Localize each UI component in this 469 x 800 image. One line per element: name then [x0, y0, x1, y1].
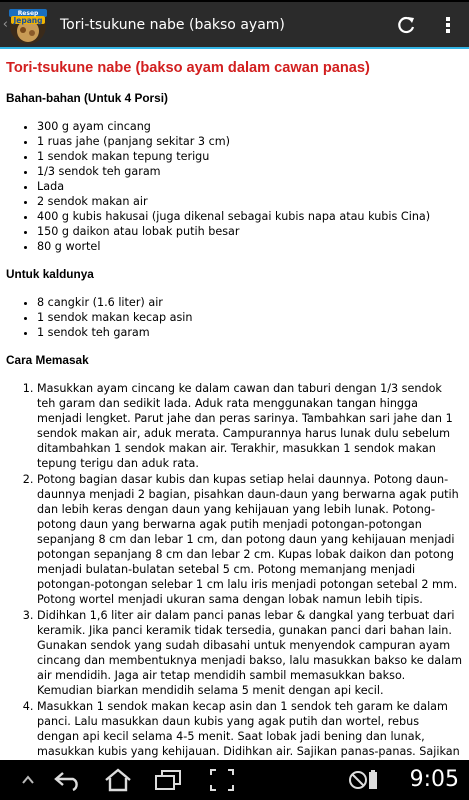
back-button[interactable]: [46, 764, 90, 796]
up-caret-icon: [21, 773, 35, 787]
home-icon: [103, 768, 133, 792]
screenshot-icon: [209, 768, 235, 792]
home-button[interactable]: [96, 764, 140, 796]
ingredients-heading: Bahan-bahan (Untuk 4 Porsi): [6, 91, 168, 105]
refresh-button[interactable]: [385, 2, 427, 47]
back-icon: [53, 770, 83, 790]
recent-apps-icon: [153, 768, 183, 792]
status-clock: 9:05: [409, 767, 459, 792]
list-item: • 400 g kubis hakusai (juga dikenal sebagai kubis napa atau kubis Cina): [37, 209, 463, 224]
steps-list: [6, 381, 463, 774]
list-item: • Lada: [37, 179, 463, 194]
overflow-menu-icon: [445, 14, 451, 36]
list-item: • 1/3 sendok teh garam: [37, 164, 463, 179]
recipe-title: Tori-tsukune nabe (bakso ayam dalam cawan panas): [6, 60, 370, 76]
battery-indicator: [366, 764, 380, 796]
list-item: • 1 sendok makan kecap asin: [37, 310, 463, 325]
ingredients-list: [6, 119, 463, 254]
steps-heading: Cara Memasak: [6, 353, 89, 367]
app-logo-image: [8, 5, 48, 45]
battery-icon: [368, 770, 378, 790]
step-item: 4. Masukkan 1 sendok makan kecap asin dan 1 sendok teh garam ke dalam panci. Lalu masukkan daun kubis yang agak putih dan wortel, rebus dengan api kecil selama 4-5 menit. Saat lobak jadi bening dan lunak, masukkan kubis yang kehijauan. Didihkan air. Sajikan panas-panas. Sajikan: [37, 699, 463, 774]
list-item: • 1 sendok makan tepung terigu: [37, 149, 463, 164]
list-item: • 150 g daikon atau lobak putih besar: [37, 224, 463, 239]
list-item: • 8 cangkir (1.6 liter) air: [37, 295, 463, 310]
step-item: 1. Masukkan ayam cincang ke dalam cawan dan taburi dengan 1/3 sendok teh garam dan sedikit lada. Aduk rata menggunakan tangan hingga menjadi lengket. Parut jahe dan peras sarinya. Tambahkan sari jahe dan 1 sendok makan air, aduk merata. Campurannya harus lunak dulu sebelum ditambahkan 1 sendok makan air. Terakhir, masukkan 1 sendok makan tepung terigu dan aduk rata.: [37, 381, 463, 471]
list-item: • 2 sendok makan air: [37, 194, 463, 209]
svg-text:Jepang: Jepang: [13, 15, 43, 25]
page-title: Tori-tsukune nabe (bakso ayam): [60, 16, 285, 33]
system-nav-bar: [0, 760, 469, 800]
no-sim-icon: [348, 770, 368, 790]
up-caret-icon[interactable]: ‹: [2, 17, 8, 32]
recipe-content[interactable]: [0, 49, 469, 760]
step-item: 2. Potong bagian dasar kubis dan kupas setiap helai daunnya. Potong daun-daunnya menjadi 2 bagian, pisahkan daun-daun yang berwarna agak putih dan lebih keras dengan daun yang kehijauan yang lebih lunak. Potong-potong daun yang berwarna agak putih menjadi potongan-potongan sepanjang 8 cm dan lebar 1 cm, dan potong daun yang kehijauan menjadi potongan sepanjang 8 cm dan lebar 2 cm. Kupas lobak daikon dan potong menjadi bulatan-bulatan setebal 5 cm. Potong memanjang menjadi potongan-potongan selebar 1 cm lalu iris menjadi potongan setebal 2 mm. Potong wortel menjadi ukuran sama dengan lobak namun lebih tipis.: [37, 472, 463, 607]
action-bar: [0, 2, 469, 49]
step-item: 3. Didihkan 1,6 liter air dalam panci panas lebar & dangkal yang terbuat dari keramik. Jika panci keramik tidak tersedia, gunakan panci dari bahan lain. Gunakan sendok yang sudah dibasahi untuk menyendok campuran ayam cincang dan membentuknya menjadi bakso, lalu masukkan bakso ke dalam air mendidih. Jaga air tetap mendidih sambil memasukkan bakso. Kemudian biarkan mendidih selama 5 menit dengan api kecil.: [37, 608, 463, 698]
recent-apps-button[interactable]: [146, 764, 190, 796]
svg-text:Resep: Resep: [17, 9, 39, 17]
list-item: • 1 ruas jahe (panjang sekitar 3 cm): [37, 134, 463, 149]
overflow-menu-button[interactable]: [427, 2, 469, 47]
nav-caret-button[interactable]: [6, 764, 50, 796]
app-logo[interactable]: [8, 5, 48, 45]
list-item: • 300 g ayam cincang: [37, 119, 463, 134]
screenshot-button[interactable]: [200, 764, 244, 796]
broth-heading: Untuk kaldunya: [6, 267, 94, 281]
broth-list: [6, 295, 463, 340]
list-item: • 1 sendok teh garam: [37, 325, 463, 340]
refresh-icon: [395, 14, 417, 36]
list-item: • 80 g wortel: [37, 239, 463, 254]
